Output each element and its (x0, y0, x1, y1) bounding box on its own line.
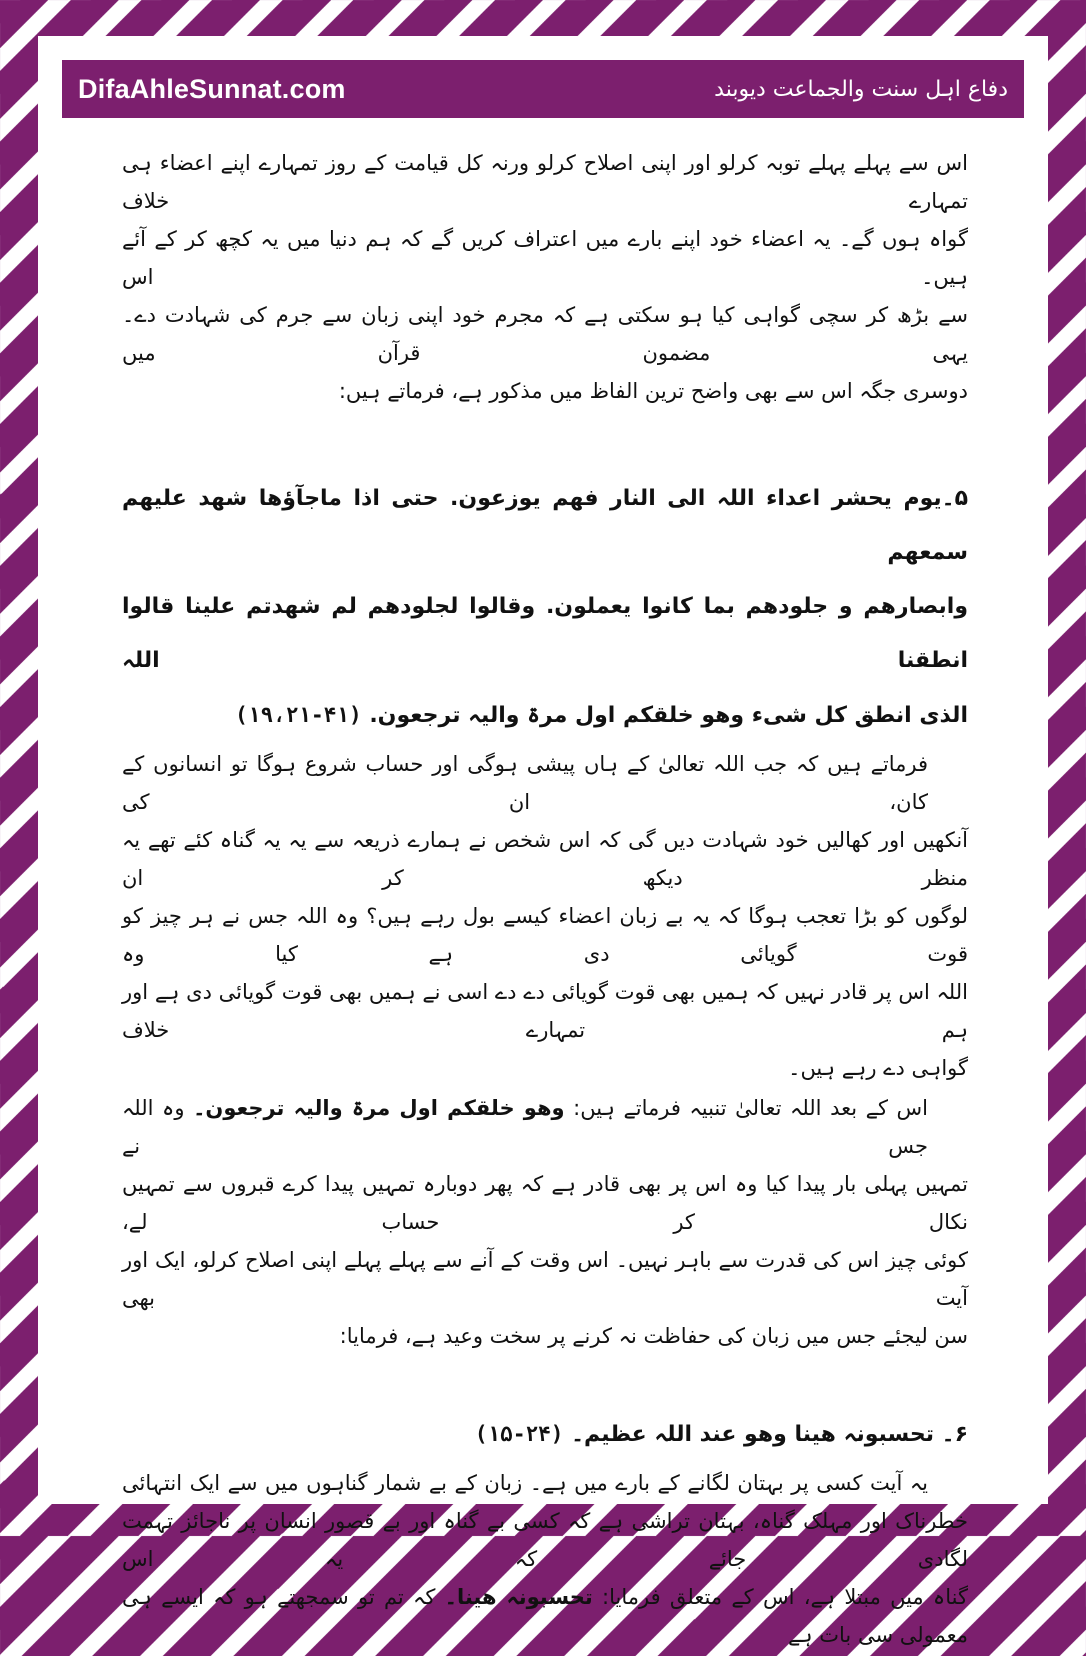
spacer (122, 1357, 968, 1407)
text-line (122, 1089, 968, 1165)
text-line: دوسری جگہ اس سے بھی واضح ترین الفاظ میں مذکور ہے، فرماتے ہیں: (338, 379, 968, 403)
text-line (122, 1578, 968, 1654)
text-line: تمہیں پہلی بار پیدا کیا وہ اس پر بھی قادر ہے کہ پھر دوبارہ تمہیں پیدا کرے قبروں سے تمہیں نکال کر حساب لے، (122, 1172, 968, 1234)
text-span: گناہ میں مبتلا ہے، اس کے متعلق فرمایا: (602, 1585, 968, 1609)
site-name[interactable]: DifaAhleSunnat.com (78, 73, 346, 104)
text-line: اس سے پہلے پہلے توبہ کرلو اور اپنی اصلاح کرلو ورنہ کل قیامت کے روز تمہارے اپنے اعضاء ہی تمہارے خلاف (122, 151, 968, 213)
text-line: اللہ اس پر قادر نہیں کہ ہمیں بھی قوت گویائی دے دے اسی نے ہمیں بھی قوت گویائی دی ہے اور ہم تمہارے خلاف (122, 980, 968, 1042)
spacer (122, 412, 968, 472)
verse-reference: (۲۴-۱۵) (474, 1422, 564, 1446)
text-span: اس کے بعد اللہ تعالیٰ تنبیہ فرماتے ہیں: (573, 1096, 928, 1120)
text-line: لوگوں کو بڑا تعجب ہوگا کہ یہ بے زبان اعضاء کیسے بول رہے ہیں؟ وہ اللہ جس نے ہر چیز کو قوت گویائی دی ہے کیا وہ (122, 904, 968, 966)
paragraph-3 (122, 1089, 968, 1355)
text-line: گواہی دے رہے ہیں۔ (788, 1056, 968, 1080)
verse-text: الذی انطق کل شیء وھو خلقکم اول مرۃ والیہ ترجعون. (369, 703, 968, 728)
text-span: کہ تم تو سمجھتے ہو کہ ایسے ہی معمولی سی بات ہے (122, 1585, 968, 1647)
verse-text: ۶۔ تحسبونہ ھینا وھو عند اللہ عظیم۔ (571, 1422, 968, 1447)
verse-quote: تحسبونہ ھینا۔ (444, 1585, 593, 1609)
verse-line: ۵۔یوم یحشر اعداء اللہ الی النار فھم یوزعون. حتی اذا ماجآؤھا شھد علیھم سمعھم (122, 486, 968, 565)
text-line: سے بڑھ کر سچی گواہی کیا ہو سکتی ہے کہ مجرم خود اپنی زبان سے جرم کی شہادت دے۔ یہی مضمون قرآن میں (122, 303, 968, 365)
article-body (122, 144, 968, 1656)
header-bar (62, 60, 1024, 118)
text-span: فرماتے ہیں کہ جب اللہ تعالیٰ کے ہاں پیشی ہوگی اور حساب شروع ہوگا تو انسانوں کے کان، ان کی (122, 752, 928, 814)
text-span: یہ آیت کسی پر بہتان لگانے کے بارے میں ہے۔ زبان کے بے شمار گناہوں میں سے ایک انتہائی (122, 1471, 928, 1495)
text-line: خطرناک اور مہلک گناہ، بہتان تراشی ہے کہ کسی بے گناہ اور بے قصور انسان پر ناجائز تہمت لگادی جائے کہ یہ اس (122, 1509, 968, 1571)
paragraph-4 (122, 1464, 968, 1654)
text-line (122, 745, 968, 821)
verse-line: وابصارھم و جلودھم بما کانوا یعملون. وقالوا لجلودھم لم شھدتم علینا قالوا انطقنا اللہ (122, 594, 968, 673)
text-line (122, 1464, 968, 1502)
paragraph-2 (122, 745, 968, 1087)
text-line: کوئی چیز اس کی قدرت سے باہر نہیں۔ اس وقت کے آنے سے پہلے پہلے اپنی اصلاح کرلو، ایک اور آیت بھی (122, 1248, 968, 1310)
page (38, 36, 1048, 1647)
verse-quote: وھو خلقکم اول مرۃ والیہ ترجعون۔ (193, 1096, 565, 1120)
header-title: دفاع اہل سنت والجماعت دیوبند (714, 76, 1008, 102)
verse-reference: (۴۱-۱۹،۲۱) (235, 703, 362, 727)
text-line: گواہ ہوں گے۔ یہ اعضاء خود اپنے بارے میں اعتراف کریں گے کہ ہم دنیا میں یہ کچھ کر کے آئے ہیں۔ اس (122, 227, 968, 289)
text-span: وہ اللہ جس نے (122, 1096, 928, 1158)
verse-line (122, 1407, 968, 1462)
text-line: سن لیجئے جس میں زبان کی حفاظت نہ کرنے پر سخت وعید ہے، فرمایا: (339, 1324, 968, 1348)
verse-5 (122, 472, 968, 743)
verse-6 (122, 1407, 968, 1462)
paragraph-1 (122, 144, 968, 410)
verse-line (122, 688, 968, 743)
text-line: آنکھیں اور کھالیں خود شہادت دیں گی کہ اس شخص نے ہمارے ذریعہ سے یہ یہ گناہ کئے تھے یہ منظر دیکھ کر ان (122, 828, 968, 890)
